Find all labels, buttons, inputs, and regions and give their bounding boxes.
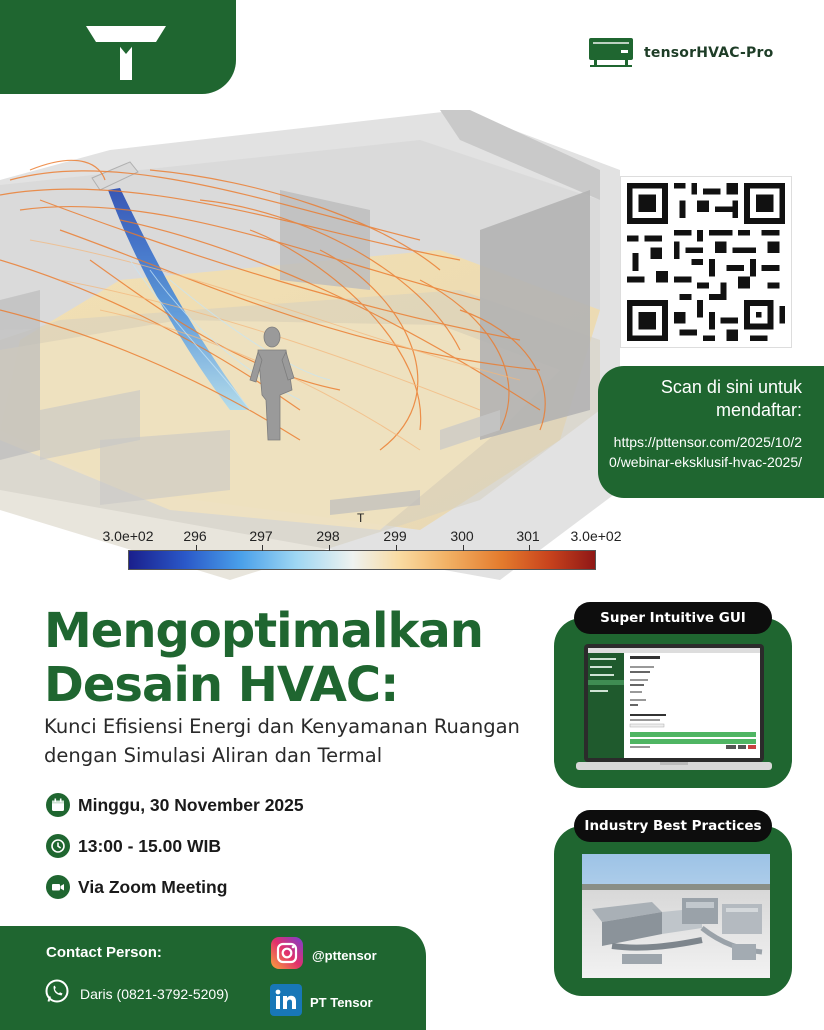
laptop-gui-preview xyxy=(576,642,776,774)
registration-info-box xyxy=(598,366,824,498)
colorbar-tick-label: 297 xyxy=(249,528,273,544)
event-subtitle: Kunci Efisiensi Energi dan Kenyamanan Ruangan dengan Simulasi Aliran dan Termal xyxy=(44,715,520,767)
event-time-row xyxy=(46,834,221,858)
colorbar-tick-label: 299 xyxy=(383,528,407,544)
instagram-link[interactable] xyxy=(270,936,377,975)
hvac-simulation-image xyxy=(0,110,650,585)
colorbar-title: T xyxy=(357,511,365,525)
colorbar-tick-label: 300 xyxy=(450,528,474,544)
linkedin-name: PT Tensor xyxy=(310,995,373,1010)
event-time: 13:00 - 15.00 WIB xyxy=(78,835,221,856)
colorbar-tick-label: 3.0e+02 xyxy=(102,528,154,544)
linkedin-icon xyxy=(270,984,302,1021)
rooftop-hvac-photo xyxy=(582,854,770,978)
event-date-row xyxy=(46,793,304,817)
registration-qr-code[interactable] xyxy=(620,176,792,348)
feature-card-gui xyxy=(554,610,792,788)
feature-label-industry: Industry Best Practices xyxy=(574,810,772,842)
event-location: Via Zoom Meeting xyxy=(78,876,228,897)
instagram-handle: @pttensor xyxy=(312,948,377,963)
colorbar-tick-label: 298 xyxy=(316,528,340,544)
event-date: Minggu, 30 November 2025 xyxy=(78,794,304,815)
registration-url-link[interactable]: https://pttensor.com/2025/10/20/webinar-eksklusif-hvac-2025/ xyxy=(609,434,802,470)
colorbar-ticks xyxy=(98,528,638,546)
clock-icon xyxy=(46,834,70,858)
feature-label-gui: Super Intuitive GUI xyxy=(574,602,772,634)
video-camera-icon xyxy=(46,875,70,899)
calendar-icon xyxy=(46,793,70,817)
whatsapp-icon xyxy=(44,978,70,1009)
colorbar-tick-label: 301 xyxy=(516,528,540,544)
linkedin-link[interactable] xyxy=(270,984,373,1021)
brand-name: tensorHVAC-Pro xyxy=(644,45,774,61)
event-location-row xyxy=(46,875,227,899)
hvac-unit-icon xyxy=(588,36,634,70)
temperature-colorbar xyxy=(128,550,596,570)
tensor-t-logo-icon xyxy=(86,24,166,80)
instagram-icon xyxy=(270,936,304,975)
colorbar-tick-label: 3.0e+02 xyxy=(570,528,622,544)
scan-instruction: Scan di sini untuk mendaftar: xyxy=(660,377,802,420)
contact-person: Daris (0821-3792-5209) xyxy=(80,985,229,1002)
feature-card-industry xyxy=(554,818,792,996)
logo-block xyxy=(0,0,236,94)
colorbar-tick-label: 296 xyxy=(183,528,207,544)
contact-whatsapp-row[interactable] xyxy=(44,978,229,1009)
event-title: Mengoptimalkan Desain HVAC: xyxy=(44,603,483,713)
contact-title: Contact Person: xyxy=(46,944,162,961)
brand-header xyxy=(588,36,773,70)
contact-block xyxy=(0,926,426,1030)
